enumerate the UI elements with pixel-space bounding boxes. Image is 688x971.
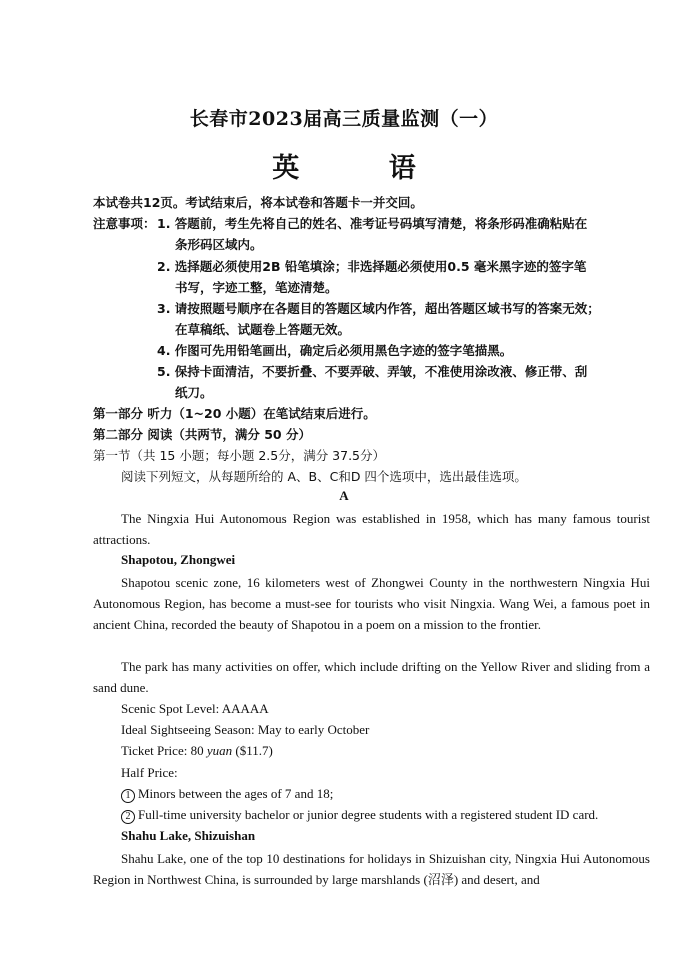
note-5-line-1: 5. 保持卡面清洁，不要折叠、不要弄破、弄皱，不准使用涂改液、修正带、刮 <box>157 364 588 379</box>
passage-label: A <box>339 488 349 503</box>
passage-paragraph-2: Shapotou scenic zone, 16 kilometers west of Zhongwei County in the northwestern Ningxia Hui Autonomous Region, has become a must-see for tourists who visit Ningxia. Wang Wei, a famous poet in ancient China, recorded the beauty of Shapotou in a poem on a mission to the frontier. <box>93 575 650 632</box>
directions: 阅读下列短文，从每题所给的 A、B、C和D 四个选项中，选出最佳选项。 <box>121 469 527 484</box>
note-2-line-1: 2. 选择题必须使用2B 铅笔填涂；非选择题必须使用0.5 毫米黑字迹的签字笔 <box>157 259 587 274</box>
notes-label: 注意事项： <box>93 216 156 231</box>
half-price-item-2 <box>121 807 598 824</box>
heading-shahu-lake: Shahu Lake, Shizuishan <box>121 828 256 843</box>
exam-title: 长春市2023届高三质量监测（一） <box>189 108 499 130</box>
note-1-line-1: 1. 答题前，考生先将自己的姓名、准考证号码填写清楚，将条形码准确粘贴在 <box>157 216 588 231</box>
half-price-item-1-text: Minors between the ages of 7 and 18; <box>138 786 334 801</box>
note-2-line-2: 书写，字迹工整，笔迹清楚。 <box>175 280 338 295</box>
half-price-label: Half Price: <box>121 765 178 780</box>
passage-paragraph-1: The Ningxia Hui Autonomous Region was established in 1958, which has many famous tourist attractions. <box>93 511 650 547</box>
note-5-line-2: 纸刀。 <box>175 385 213 400</box>
circled-number-2: 2 <box>121 810 135 824</box>
note-3-line-1: 3. 请按照题号顺序在各题目的答题区域内作答，超出答题区域书写的答案无效； <box>157 301 600 316</box>
ticket-price-usd: ($11.7) <box>232 743 273 758</box>
half-price-item-1 <box>121 786 333 803</box>
ticket-price-prefix: Ticket Price: 80 <box>121 743 207 758</box>
ticket-price <box>121 743 273 759</box>
note-1-line-2: 条形码区域内。 <box>175 237 263 252</box>
passage-paragraph-3: The park has many activities on offer, which include drifting on the Yellow River and sliding from a sand dune. <box>93 659 650 695</box>
heading-shapotou: Shapotou, Zhongwei <box>121 552 236 567</box>
passage-paragraph-4: Shahu Lake, one of the top 10 destinations for holidays in Shizuishan city, Ningxia Hui Autonomous Region in Northwest China, is surrounded by large marshlands (沼泽) and desert, and <box>93 851 650 887</box>
subject-title: 英 语 <box>272 153 456 184</box>
note-4: 4. 作图可先用铅笔画出，确定后必须用黑色字迹的签字笔描黑。 <box>157 343 513 358</box>
scenic-level: Scenic Spot Level: AAAAA <box>121 701 269 716</box>
part-2-heading: 第二部分 阅读（共两节，满分 50 分） <box>93 427 311 442</box>
circled-number-1: 1 <box>121 789 135 803</box>
note-3-line-2: 在草稿纸、试题卷上答题无效。 <box>175 322 351 337</box>
sightseeing-season: Ideal Sightseeing Season: May to early October <box>121 722 370 737</box>
part-1-heading: 第一部分 听力（1~20 小题）在笔试结束后进行。 <box>93 406 376 421</box>
ticket-price-unit: yuan <box>206 743 233 758</box>
section-1-heading: 第一节（共 15 小题；每小题 2.5分，满分 37.5分） <box>93 448 386 463</box>
exam-intro: 本试卷共12页。考试结束后，将本试卷和答题卡一并交回。 <box>93 195 423 210</box>
half-price-item-2-text: Full-time university bachelor or junior degree students with a registered student ID card. <box>138 807 599 822</box>
